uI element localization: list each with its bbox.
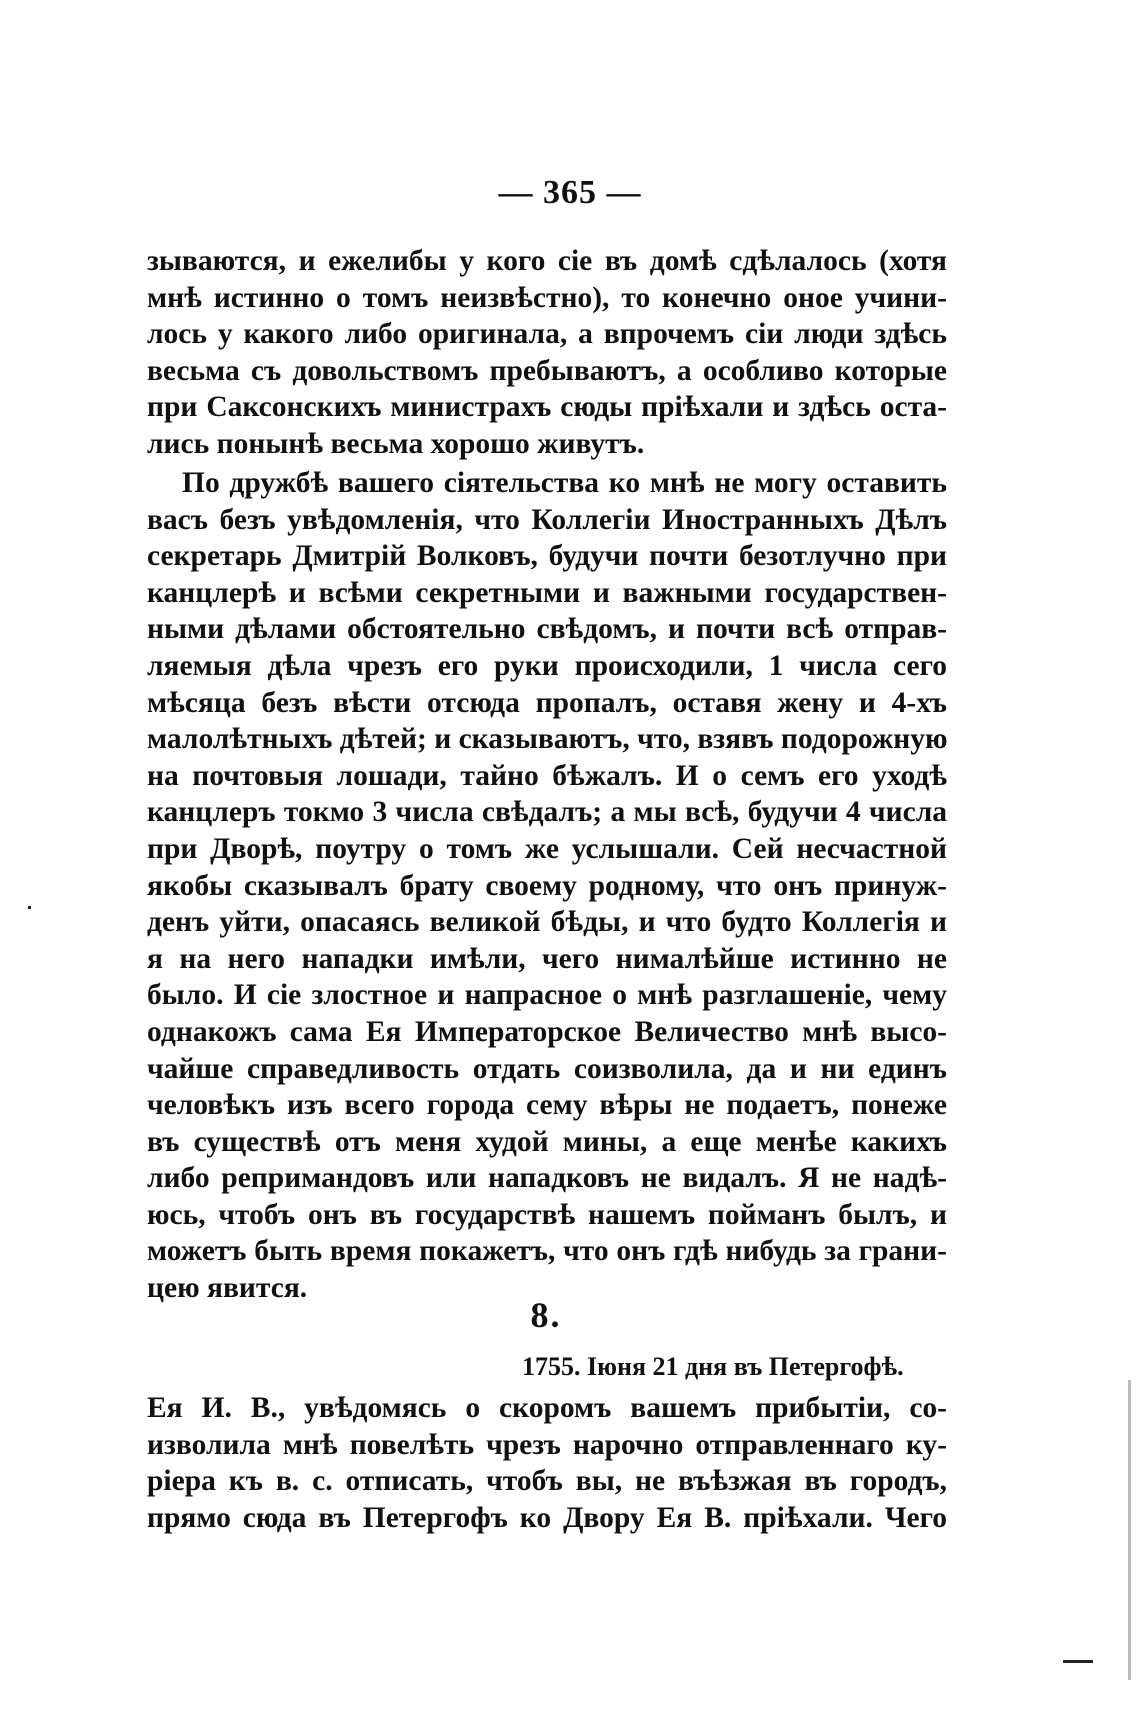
page-number: — 365 — [498,174,642,211]
text-line: ляемыя дѣла чрезъ его руки происходили, 1 числа сего [147,649,947,682]
text-line: якобы сказывалъ брату своему родному, что онъ принуж- [147,869,947,902]
text-line: либо репримандовъ или нападковъ не видалъ. Я не надѣ- [147,1162,947,1195]
text-line: на почтовыя лошади, тайно бѣжалъ. И о семъ его уходѣ [147,759,947,792]
text-line: денъ уйти, опасаясь великой бѣды, и что будто Коллегія и [147,906,947,939]
text-line: при Дворѣ, поутру о томъ же услышали. Сей несчастной [147,832,947,865]
text-line: было. И сіе злостное и напрасное о мнѣ разглашеніе, чему [147,979,947,1012]
text-line: васъ безъ увѣдомленія, что Коллегіи Иностранныхъ Дѣлъ [147,503,947,536]
text-line: прямо сюда въ Петергофъ ко Двору Ея В. пріѣхали. Чего [147,1501,947,1534]
letter-body [147,1390,947,1536]
text-line: лось у какого либо оригинала, а впрочемъ сіи люди здѣсь [147,318,947,351]
text-line: весьма съ довольствомъ пребываютъ, а особливо которые [147,354,947,387]
text-line: изволила мнѣ повелѣть чрезъ нарочно отправленнаго ку- [147,1428,947,1461]
text-line: зываются, и ежелибы у кого сіе въ домѣ сдѣлалось (хотя [147,245,947,277]
letter-number: 8. [530,1295,562,1335]
text-line: юсь, чтобъ онъ въ государствѣ нашемъ пойманъ былъ, и [147,1198,947,1231]
text-line: канцлеръ токмо 3 числа свѣдалъ; а мы всѣ, будучи 4 числа [147,796,947,829]
text-line: канцлерѣ и всѣми секретными и важными государствен- [147,576,947,609]
paragraph-volkov [147,465,947,1307]
text-line: мнѣ истинно о томъ неизвѣстно), то конечно оное учини- [147,281,947,314]
text-line: ными дѣлами обстоятельно свѣдомъ, и почти всѣ отправ- [147,613,947,646]
scan-dash-mark [1063,1660,1093,1663]
text-line: Ея И. В., увѣдомясь о скоромъ вашемъ прибытіи, со- [147,1392,947,1424]
text-line: однакожъ сама Ея Императорское Величество мнѣ высо- [147,1015,947,1048]
text-line: человѣкъ изъ всего города сему вѣры не подаетъ, понеже [147,1089,947,1122]
text-line: ріера къ в. с. отписать, чтобъ вы, не въѣзжая въ городъ, [147,1465,947,1498]
text-line: можетъ быть время покажетъ, что онъ гдѣ нибудь за грани- [147,1235,947,1268]
text-line: при Саксонскихъ министрахъ сюды пріѣхали и здѣсь оста- [147,391,947,424]
text-line: цею явится. [147,1272,308,1305]
text-line: секретарь Дмитрій Волковъ, будучи почти безотлучно при [147,540,947,573]
scan-dot-mark [28,906,31,909]
text-line: По дружбѣ вашего сіятельства ко мнѣ не могу оставить [182,467,947,499]
text-line: малолѣтныхъ дѣтей; и сказываютъ, что, взявъ подорожную [147,723,948,756]
scan-edge-mark [1128,1380,1131,1680]
text-line: въ существѣ отъ меня худой мины, а еще менѣе какихъ [147,1125,947,1158]
letter-dateline: 1755. Іюня 21 дня въ Петергофѣ. [522,1352,904,1381]
paragraph-continuation [147,243,947,463]
text-line: лись понынѣ весьма хорошо живутъ. [147,427,645,460]
text-line: я на него нападки имѣли, чего нималѣйше истинно не [147,942,947,975]
text-line: чайше справедливость отдать соизволила, да и ни единъ [147,1052,947,1085]
text-line: мѣсяца безъ вѣсти отсюда пропалъ, оставя жену и 4-хъ [147,686,947,719]
